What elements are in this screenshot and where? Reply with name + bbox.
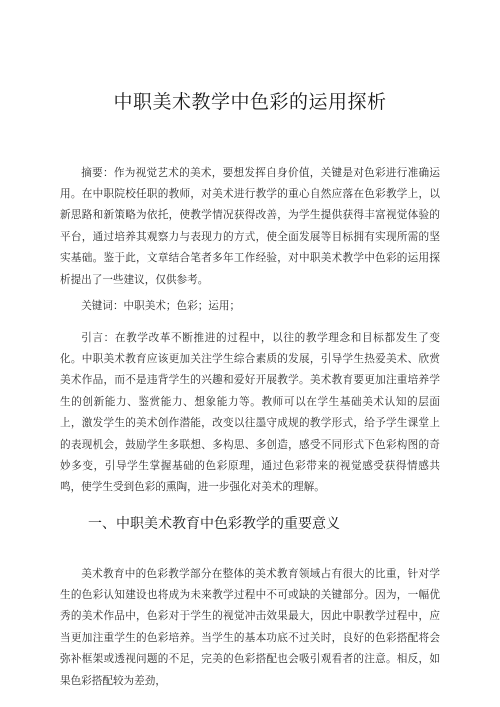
abstract-paragraph: 摘要：作为视觉艺术的美术，要想发挥自身价值，关键是对色彩进行准确运用。在中职院校任职的教师，对美术进行教学的重心自然应落在色彩教学上，以新思路和新策略为依托，使教学情况获得改善，为学生提供获得丰富视觉体验的平台，通过培养其观察力与表现力的方式，使全面发展等目标拥有实现所需的坚实基础。鉴于此，文章结合笔者多年工作经验，对中职美术教学中色彩的运用探析提出了一些建议，仅供参考。: [60, 166, 440, 286]
section-heading: 一、中职美术教育中色彩教学的重要意义: [88, 516, 340, 532]
intro-paragraph: 引言：在教学改革不断推进的过程中，以往的教学理念和目标都发生了变化。中职美术教育应该更加关注学生综合素质的发展，引导学生热爱美术、欣赏美术作品，而不是违背学生的兴趣和爱好开展教学。美术教育要更加注重培养学生的创新能力、鉴赏能力、想象能力等。教师可以在学生基础美术认知的层面上，激发学生的美术创作潜能，改变以往墨守成规的教学形式，给予学生课堂上的表现机会，鼓励学生多联想、多构思、多创造，感受不同形式下色彩构图的奇妙多变，引导学生掌握基础的色彩原理，通过色彩带来的视觉感受获得情感共鸣，使学生受到色彩的熏陶，进一步强化对美术的理解。: [60, 331, 440, 494]
section-body-paragraph: 美术教育中的色彩教学部分在整体的美术教育领域占有很大的比重，针对学生的色彩认知建设也将成为未来教学过程中不可或缺的关键部分。因为，一幅优秀的美术作品中，色彩对于学生的视觉冲击效果最大，因此中职教学过程中，应当更加注重学生的色彩培养。当学生的基本功底不过关时，良好的色彩搭配将会弥补框架或透视问题的不足，完美的色彩搭配也会吸引观看者的注意。相反，如果色彩搭配较为差劲，: [60, 567, 440, 687]
document-title: 中职美术教学中色彩的运用探析: [113, 91, 387, 113]
keywords-paragraph: 关键词：中职美术；色彩；运用；: [81, 299, 241, 312]
